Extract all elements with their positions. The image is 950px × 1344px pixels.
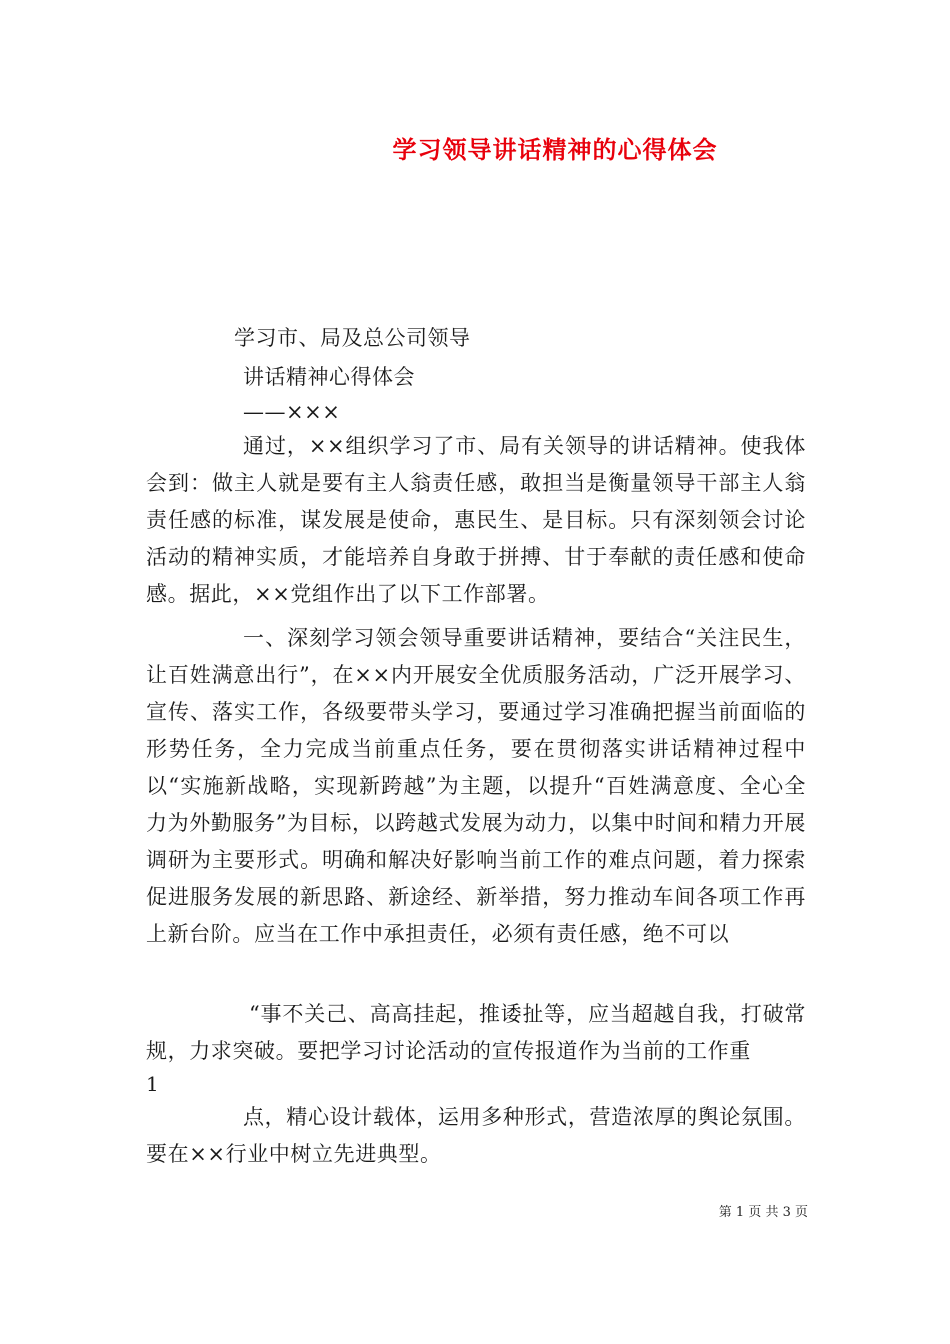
paragraph-quote: “事不关己、高高挂起，推诿扯等，应当超越自我，打破常规，力求突破。要把学习讨论活动的宣传报道作为当前的工作重 — [146, 1002, 806, 1063]
document-title: 学习领导讲话精神的心得体会 — [392, 135, 718, 164]
paragraph-intro: 通过，××组织学习了市、局有关领导的讲话精神。使我体会到：做主人就是要有主人翁责任感，敢担当是衡量领导干部主人翁责任感的标准，谋发展是使命，惠民生、是目标。只有深刻领会讨论活动的精神实质，才能培养自身敢于拼搏、甘于奉献的责任感和使命感。据此，××党组作出了以下工作部署。 — [146, 434, 806, 606]
heading-line-2: 讲话精神心得体会 — [243, 365, 415, 389]
page-footer: 第 1 页 共 3 页 — [718, 1205, 808, 1220]
paragraph-section-one: 一、深刻学习领会领导重要讲话精神，要结合“关注民生，让百姓满意出行”，在××内开展安全优质服务活动，广泛开展学习、宣传、落实工作，各级要带头学习，要通过学习准确把握当前面临的形势任务，全力完成当前重点任务，要在贯彻落实讲话精神过程中以“实施新战略，实现新跨越”为主题，以提升“百姓满意度、全心全力为外勤服务”为目标，以跨越式发展为动力，以集中时间和精力开展调研为主要形式。明确和解决好影响当前工作的难点问题，着力探索促进服务发展的新思路、新途经、新举措，努力推动车间各项工作再上新台阶。应当在工作中承担责任，必须有责任感，绝不可以 — [146, 626, 806, 946]
paragraph-continuation: 点，精心设计载体，运用多种形式，营造浓厚的舆论氛围。要在××行业中树立先进典型。 — [146, 1105, 806, 1166]
author-line: ——××× — [243, 400, 341, 424]
heading-line-1: 学习市、局及总公司领导 — [234, 326, 471, 350]
inline-page-number: 1 — [146, 1072, 159, 1096]
